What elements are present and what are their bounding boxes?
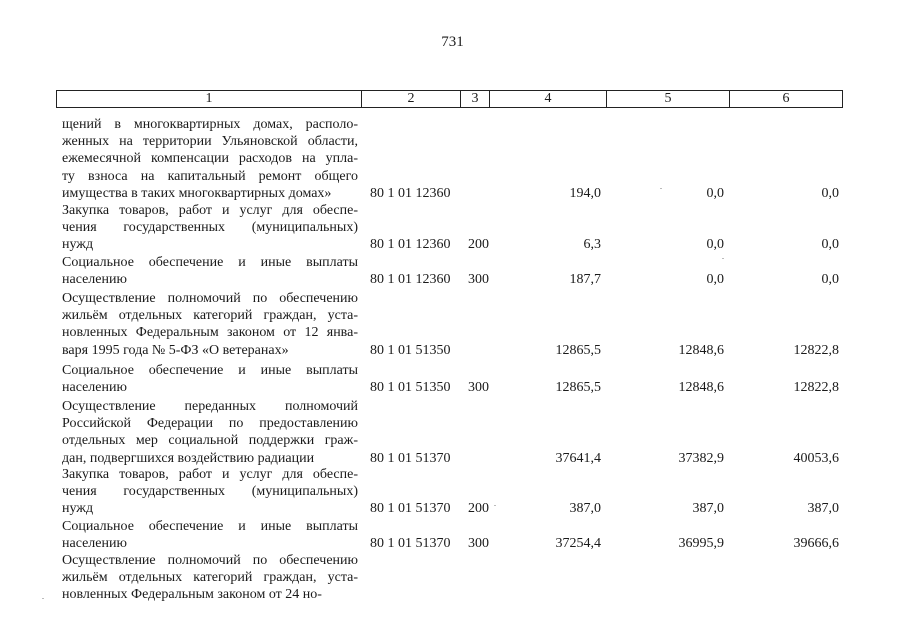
description-line: новленных Федеральным законом от 24 но- bbox=[62, 587, 322, 603]
expense-type: 300 bbox=[468, 536, 489, 552]
description-line: Осуществление полномочий по обеспечению bbox=[62, 291, 358, 306]
amount-col-5: 0,0 bbox=[706, 185, 724, 201]
scan-speck bbox=[722, 258, 724, 259]
description-line: Осуществление переданных полномочий bbox=[62, 399, 358, 414]
description-line: новленных Федеральным законом от 12 янва- bbox=[62, 325, 358, 341]
budget-code: 80 1 01 51350 bbox=[370, 380, 451, 396]
column-header-1: 1 bbox=[57, 91, 362, 108]
amount-col-5: 0,0 bbox=[706, 272, 724, 288]
description-line: Закупка товаров, работ и услуг для обеспе- bbox=[62, 203, 358, 218]
column-header-5: 5 bbox=[607, 91, 730, 108]
budget-code: 80 1 01 51350 bbox=[370, 342, 451, 358]
amount-col-6: 0,0 bbox=[821, 272, 839, 288]
row-description bbox=[62, 398, 358, 467]
budget-code: 80 1 01 12360 bbox=[370, 272, 451, 288]
expense-type: 200 bbox=[468, 501, 489, 517]
column-header-4: 4 bbox=[490, 91, 607, 108]
budget-code: 80 1 01 12360 bbox=[370, 185, 451, 201]
description-line: женных на территории Ульяновской области, bbox=[62, 134, 358, 150]
description-line: населению bbox=[62, 272, 127, 288]
scan-speck bbox=[494, 505, 496, 506]
description-line: жильём отдельных категорий граждан, уста- bbox=[62, 308, 358, 324]
description-line: населению bbox=[62, 380, 127, 396]
description-line: варя 1995 года № 5-ФЗ «О ветеранах» bbox=[62, 342, 289, 358]
row-description bbox=[62, 290, 358, 359]
description-line: Социальное обеспечение и иные выплаты bbox=[62, 255, 358, 270]
description-line: Российской Федерации по предоставлению bbox=[62, 416, 358, 432]
column-header-row bbox=[56, 90, 843, 108]
amount-col-5: 0,0 bbox=[706, 237, 724, 253]
description-line: Социальное обеспечение и иные выплаты bbox=[62, 363, 358, 378]
description-line: Социальное обеспечение и иные выплаты bbox=[62, 519, 358, 534]
description-line: Закупка товаров, работ и услуг для обеспе- bbox=[62, 467, 358, 482]
amount-col-5: 36995,9 bbox=[678, 536, 724, 552]
amount-col-4: 12865,5 bbox=[555, 380, 601, 396]
row-description bbox=[62, 466, 358, 518]
expense-type: 200 bbox=[468, 237, 489, 253]
amount-col-4: 6,3 bbox=[583, 237, 601, 253]
column-header-2: 2 bbox=[362, 91, 461, 108]
description-line: чения государственных (муниципальных) bbox=[62, 220, 358, 236]
description-line: Осуществление полномочий по обеспечению bbox=[62, 553, 358, 568]
amount-col-4: 194,0 bbox=[569, 185, 601, 201]
budget-code: 80 1 01 51370 bbox=[370, 536, 451, 552]
description-line: чения государственных (муниципальных) bbox=[62, 484, 358, 500]
description-line: ту взноса на капитальный ремонт общего bbox=[62, 168, 358, 184]
column-header-3: 3 bbox=[461, 91, 490, 108]
description-line: ежемесячной компенсации расходов на упла- bbox=[62, 151, 358, 167]
amount-col-4: 187,7 bbox=[569, 272, 601, 288]
description-line: нужд bbox=[62, 237, 94, 253]
amount-col-4: 12865,5 bbox=[555, 342, 601, 358]
description-line: щений в многоквартирных домах, располо- bbox=[62, 117, 358, 132]
amount-col-6: 387,0 bbox=[807, 501, 839, 517]
row-description bbox=[62, 116, 358, 202]
description-line: населению bbox=[62, 536, 127, 552]
row-description bbox=[62, 518, 358, 552]
row-description bbox=[62, 254, 358, 288]
scan-speck bbox=[42, 598, 44, 599]
amount-col-6: 39666,6 bbox=[793, 536, 839, 552]
budget-code: 80 1 01 12360 bbox=[370, 237, 451, 253]
amount-col-5: 37382,9 bbox=[678, 450, 724, 466]
amount-col-4: 37254,4 bbox=[555, 536, 601, 552]
description-line: дан, подвергшихся воздействию радиации bbox=[62, 450, 315, 466]
amount-col-5: 387,0 bbox=[692, 501, 724, 517]
description-line: отдельных мер социальной поддержки граж- bbox=[62, 433, 358, 449]
amount-col-6: 12822,8 bbox=[793, 342, 839, 358]
description-line: нужд bbox=[62, 501, 94, 517]
amount-col-6: 12822,8 bbox=[793, 380, 839, 396]
amount-col-6: 40053,6 bbox=[793, 450, 839, 466]
row-description bbox=[62, 362, 358, 396]
description-line: имущества в таких многоквартирных домах» bbox=[62, 185, 332, 201]
column-header-6: 6 bbox=[730, 91, 843, 108]
amount-col-5: 12848,6 bbox=[678, 342, 724, 358]
expense-type: 300 bbox=[468, 272, 489, 288]
description-line: жильём отдельных категорий граждан, уста- bbox=[62, 570, 358, 586]
scan-speck bbox=[660, 188, 662, 189]
amount-col-6: 0,0 bbox=[821, 185, 839, 201]
amount-col-6: 0,0 bbox=[821, 237, 839, 253]
budget-code: 80 1 01 51370 bbox=[370, 501, 451, 517]
amount-col-5: 12848,6 bbox=[678, 380, 724, 396]
page-number: 731 bbox=[441, 34, 464, 50]
expense-type: 300 bbox=[468, 380, 489, 396]
amount-col-4: 387,0 bbox=[569, 501, 601, 517]
amount-col-4: 37641,4 bbox=[555, 450, 601, 466]
row-description bbox=[62, 202, 358, 254]
row-description bbox=[62, 552, 358, 604]
budget-code: 80 1 01 51370 bbox=[370, 450, 451, 466]
